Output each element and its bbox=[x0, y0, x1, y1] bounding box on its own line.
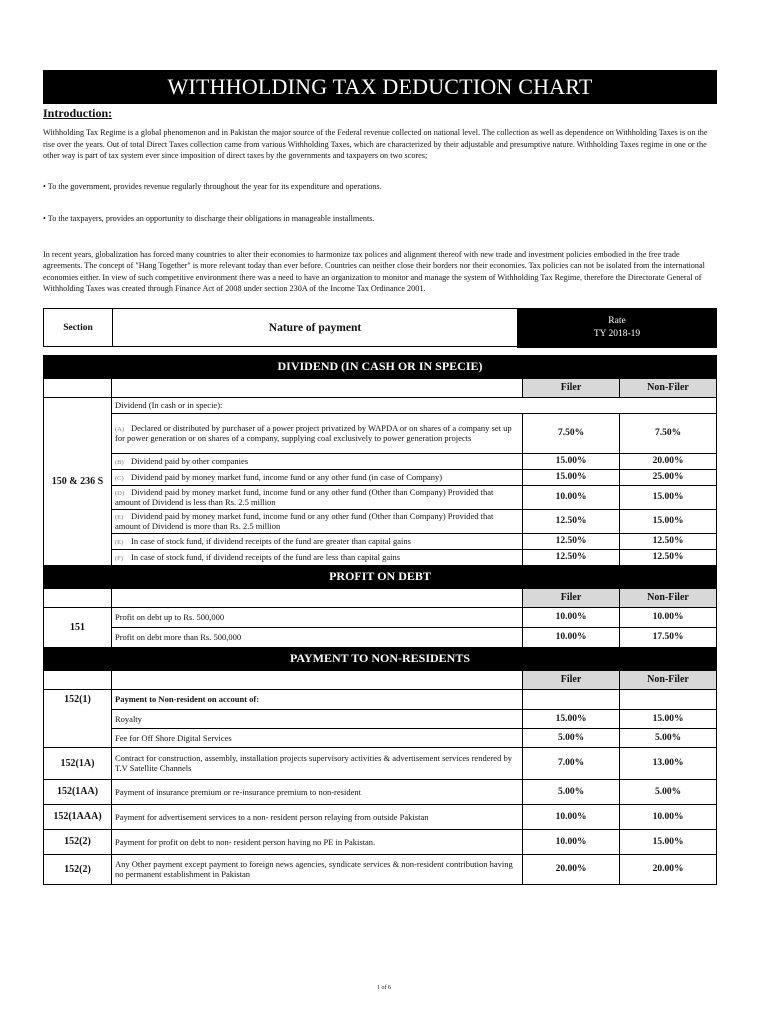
intro-heading: Introduction: bbox=[43, 106, 113, 120]
non-filer-rate: 17.50% bbox=[620, 627, 717, 647]
non-filer-rate: 13.00% bbox=[620, 747, 717, 779]
table-row-label: (B) Dividend paid by other companies bbox=[112, 453, 523, 469]
non-filer-rate: 15.00% bbox=[620, 485, 717, 509]
filer-rate: 15.00% bbox=[523, 709, 620, 728]
non-filer-rate: 12.50% bbox=[620, 533, 717, 549]
table-row-label: Payment of insurance premium or re-insurance premium to non-resident bbox=[112, 779, 523, 804]
table-row-label: Fee for Off Shore Digital Services bbox=[112, 728, 523, 747]
blank-cell bbox=[112, 378, 523, 397]
table-row-label: (A) Declared or distributed by purchaser of a power project privatized by WAPDA or on shares of a company set up for power generation or on shares of a company, supplying coal exclusively to power generation projects bbox=[112, 413, 523, 453]
non-filer-column-header: Non-Filer bbox=[620, 670, 717, 689]
table-row-label: Any Other payment except payment to foreign news agencies, syndicate services & non-resident contribution having no permanent establishment in Pakistan bbox=[112, 854, 523, 884]
section-cell: 152(1AAA) bbox=[44, 804, 112, 829]
blank-cell bbox=[44, 588, 112, 607]
non-filer-rate: 10.00% bbox=[620, 607, 717, 627]
blank-cell bbox=[44, 378, 112, 397]
globalization-paragraph: In recent years, globalization has forced many countries to alter their economies to harmonize tax polices and alignment thereof with new trade and investment policies embodied in the free trade agreements. The concept of "Hang Together" is more relevant today than ever before. Countries can neither close their borders nor their economies. Tax policies can not be isolated from the international economies either. In view of such competitive environment there was a need to have an organization to monitor and manage the system of Withholding Tax Regime, therefore the Directorate General of Withholding Taxes was created through Finance Act of 2008 under section 230A of the Income Tax Ordinance 2001. bbox=[43, 249, 705, 293]
filer-rate: 7.00% bbox=[523, 747, 620, 779]
table-row-label: (C) Dividend paid by money market fund, income fund or any other fund (in case of Company) bbox=[112, 469, 523, 485]
nature-header: Nature of payment bbox=[113, 309, 519, 347]
non-filer-rate: 15.00% bbox=[620, 709, 717, 728]
table-row-label: (E) In case of stock fund, if dividend receipts of the fund are greater than capital gains bbox=[112, 533, 523, 549]
non-filer-rate: 5.00% bbox=[620, 779, 717, 804]
filer-rate: 12.50% bbox=[523, 549, 620, 565]
filer-rate: 10.00% bbox=[523, 829, 620, 854]
table-row-label: (E) Dividend paid by money market fund, income fund or any other fund (Other than Company) Provided that amount of Dividend is more than Rs. 2.5 million bbox=[112, 509, 523, 533]
non-filer-rate: 12.50% bbox=[620, 549, 717, 565]
table-row-label: Payment for advertisement services to a non- resident person relaying from outside Pakistan bbox=[112, 804, 523, 829]
rate-header bbox=[518, 309, 716, 347]
filer-rate: 10.00% bbox=[523, 485, 620, 509]
bullet-taxpayers: • To the taxpayers, provides an opportunity to discharge their obligations in manageable installments. bbox=[43, 214, 375, 223]
document-page bbox=[43, 70, 717, 885]
rate-header-table bbox=[43, 308, 717, 348]
filer-column-header: Filer bbox=[523, 670, 620, 689]
non-filer-column-header: Non-Filer bbox=[620, 588, 717, 607]
blank-cell bbox=[620, 689, 717, 709]
table-row-label: (F) In case of stock fund, if dividend receipts of the fund are less than capital gains bbox=[112, 549, 523, 565]
non-filer-rate: 15.00% bbox=[620, 509, 717, 533]
blank-cell bbox=[112, 588, 523, 607]
filer-rate: 5.00% bbox=[523, 779, 620, 804]
non-filer-rate: 20.00% bbox=[620, 453, 717, 469]
section-cell: 152(2) bbox=[44, 854, 112, 884]
section-cell: 152(1AA) bbox=[44, 779, 112, 804]
non-filer-rate: 20.00% bbox=[620, 854, 717, 884]
profit-band: PROFIT ON DEBT bbox=[44, 565, 717, 588]
non-filer-column-header: Non-Filer bbox=[620, 378, 717, 397]
intro-paragraph: Withholding Tax Regime is a global phenomenon and in Pakistan the major source of the Federal revenue collected on national level. The collection as well as dependence on Withholding Taxes is on the rise over the years. Out of total Direct Taxes collection came from various Withholding Taxes, which are characterized by their adjustable and presumptive nature. Withholding Taxes regime in one or the other way is part of tax system ever since imposition of direct taxes by the governments and taxpayers on two scores; bbox=[43, 128, 708, 160]
non-filer-rate: 10.00% bbox=[620, 804, 717, 829]
table-row-label: Royalty bbox=[112, 709, 523, 728]
table-row-label: Contract for construction, assembly, installation projects supervisory activities & advertisement services rendered by T.V Satellite Channels bbox=[112, 747, 523, 779]
blank-cell bbox=[44, 670, 112, 689]
non-residents-band: PAYMENT TO NON-RESIDENTS bbox=[44, 647, 717, 670]
filer-rate: 20.00% bbox=[523, 854, 620, 884]
filer-column-header: Filer bbox=[523, 378, 620, 397]
section-cell: 152(1) bbox=[44, 689, 112, 747]
filer-rate: 12.50% bbox=[523, 509, 620, 533]
section-cell: 152(2) bbox=[44, 829, 112, 854]
tax-rates-table bbox=[43, 355, 717, 885]
section-cell: 152(1A) bbox=[44, 747, 112, 779]
filer-rate: 5.00% bbox=[523, 728, 620, 747]
tax-year-label: TY 2018-19 bbox=[593, 328, 641, 339]
non-resident-subheading: Payment to Non-resident on account of: bbox=[112, 689, 523, 709]
rate-label: Rate bbox=[608, 315, 626, 326]
dividend-band: DIVIDEND (IN CASH OR IN SPECIE) bbox=[44, 355, 717, 378]
bullet-government: • To the government, provides revenue regularly throughout the year for its expenditure and operations. bbox=[43, 181, 382, 191]
dividend-subheading: Dividend (In cash or in specie): bbox=[112, 397, 717, 413]
page-number: 1 of 6 bbox=[377, 985, 391, 991]
blank-cell bbox=[112, 670, 523, 689]
table-row-label: Profit on debt more than Rs. 500,000 bbox=[112, 627, 523, 647]
filer-rate: 15.00% bbox=[523, 453, 620, 469]
filer-rate: 15.00% bbox=[523, 469, 620, 485]
table-row-label: (D) Dividend paid by money market fund, income fund or any other fund (Other than Company) Provided that amount of Dividend is less than Rs. 2.5 million bbox=[112, 485, 523, 509]
non-filer-rate: 7.50% bbox=[620, 413, 717, 453]
table-row-label: Payment for profit on debt to non- resident person having no PE in Pakistan. bbox=[112, 829, 523, 854]
filer-rate: 7.50% bbox=[523, 413, 620, 453]
section-cell: 151 bbox=[44, 607, 112, 647]
section-header: Section bbox=[44, 309, 113, 347]
filer-column-header: Filer bbox=[523, 588, 620, 607]
filer-rate: 12.50% bbox=[523, 533, 620, 549]
filer-rate: 10.00% bbox=[523, 627, 620, 647]
non-filer-rate: 5.00% bbox=[620, 728, 717, 747]
filer-rate: 10.00% bbox=[523, 607, 620, 627]
blank-cell bbox=[523, 689, 620, 709]
non-filer-rate: 15.00% bbox=[620, 829, 717, 854]
table-row-label: Profit on debt up to Rs. 500,000 bbox=[112, 607, 523, 627]
section-cell: 150 & 236 S bbox=[44, 397, 112, 565]
page-title: WITHHOLDING TAX DEDUCTION CHART bbox=[43, 70, 717, 104]
non-filer-rate: 25.00% bbox=[620, 469, 717, 485]
filer-rate: 10.00% bbox=[523, 804, 620, 829]
